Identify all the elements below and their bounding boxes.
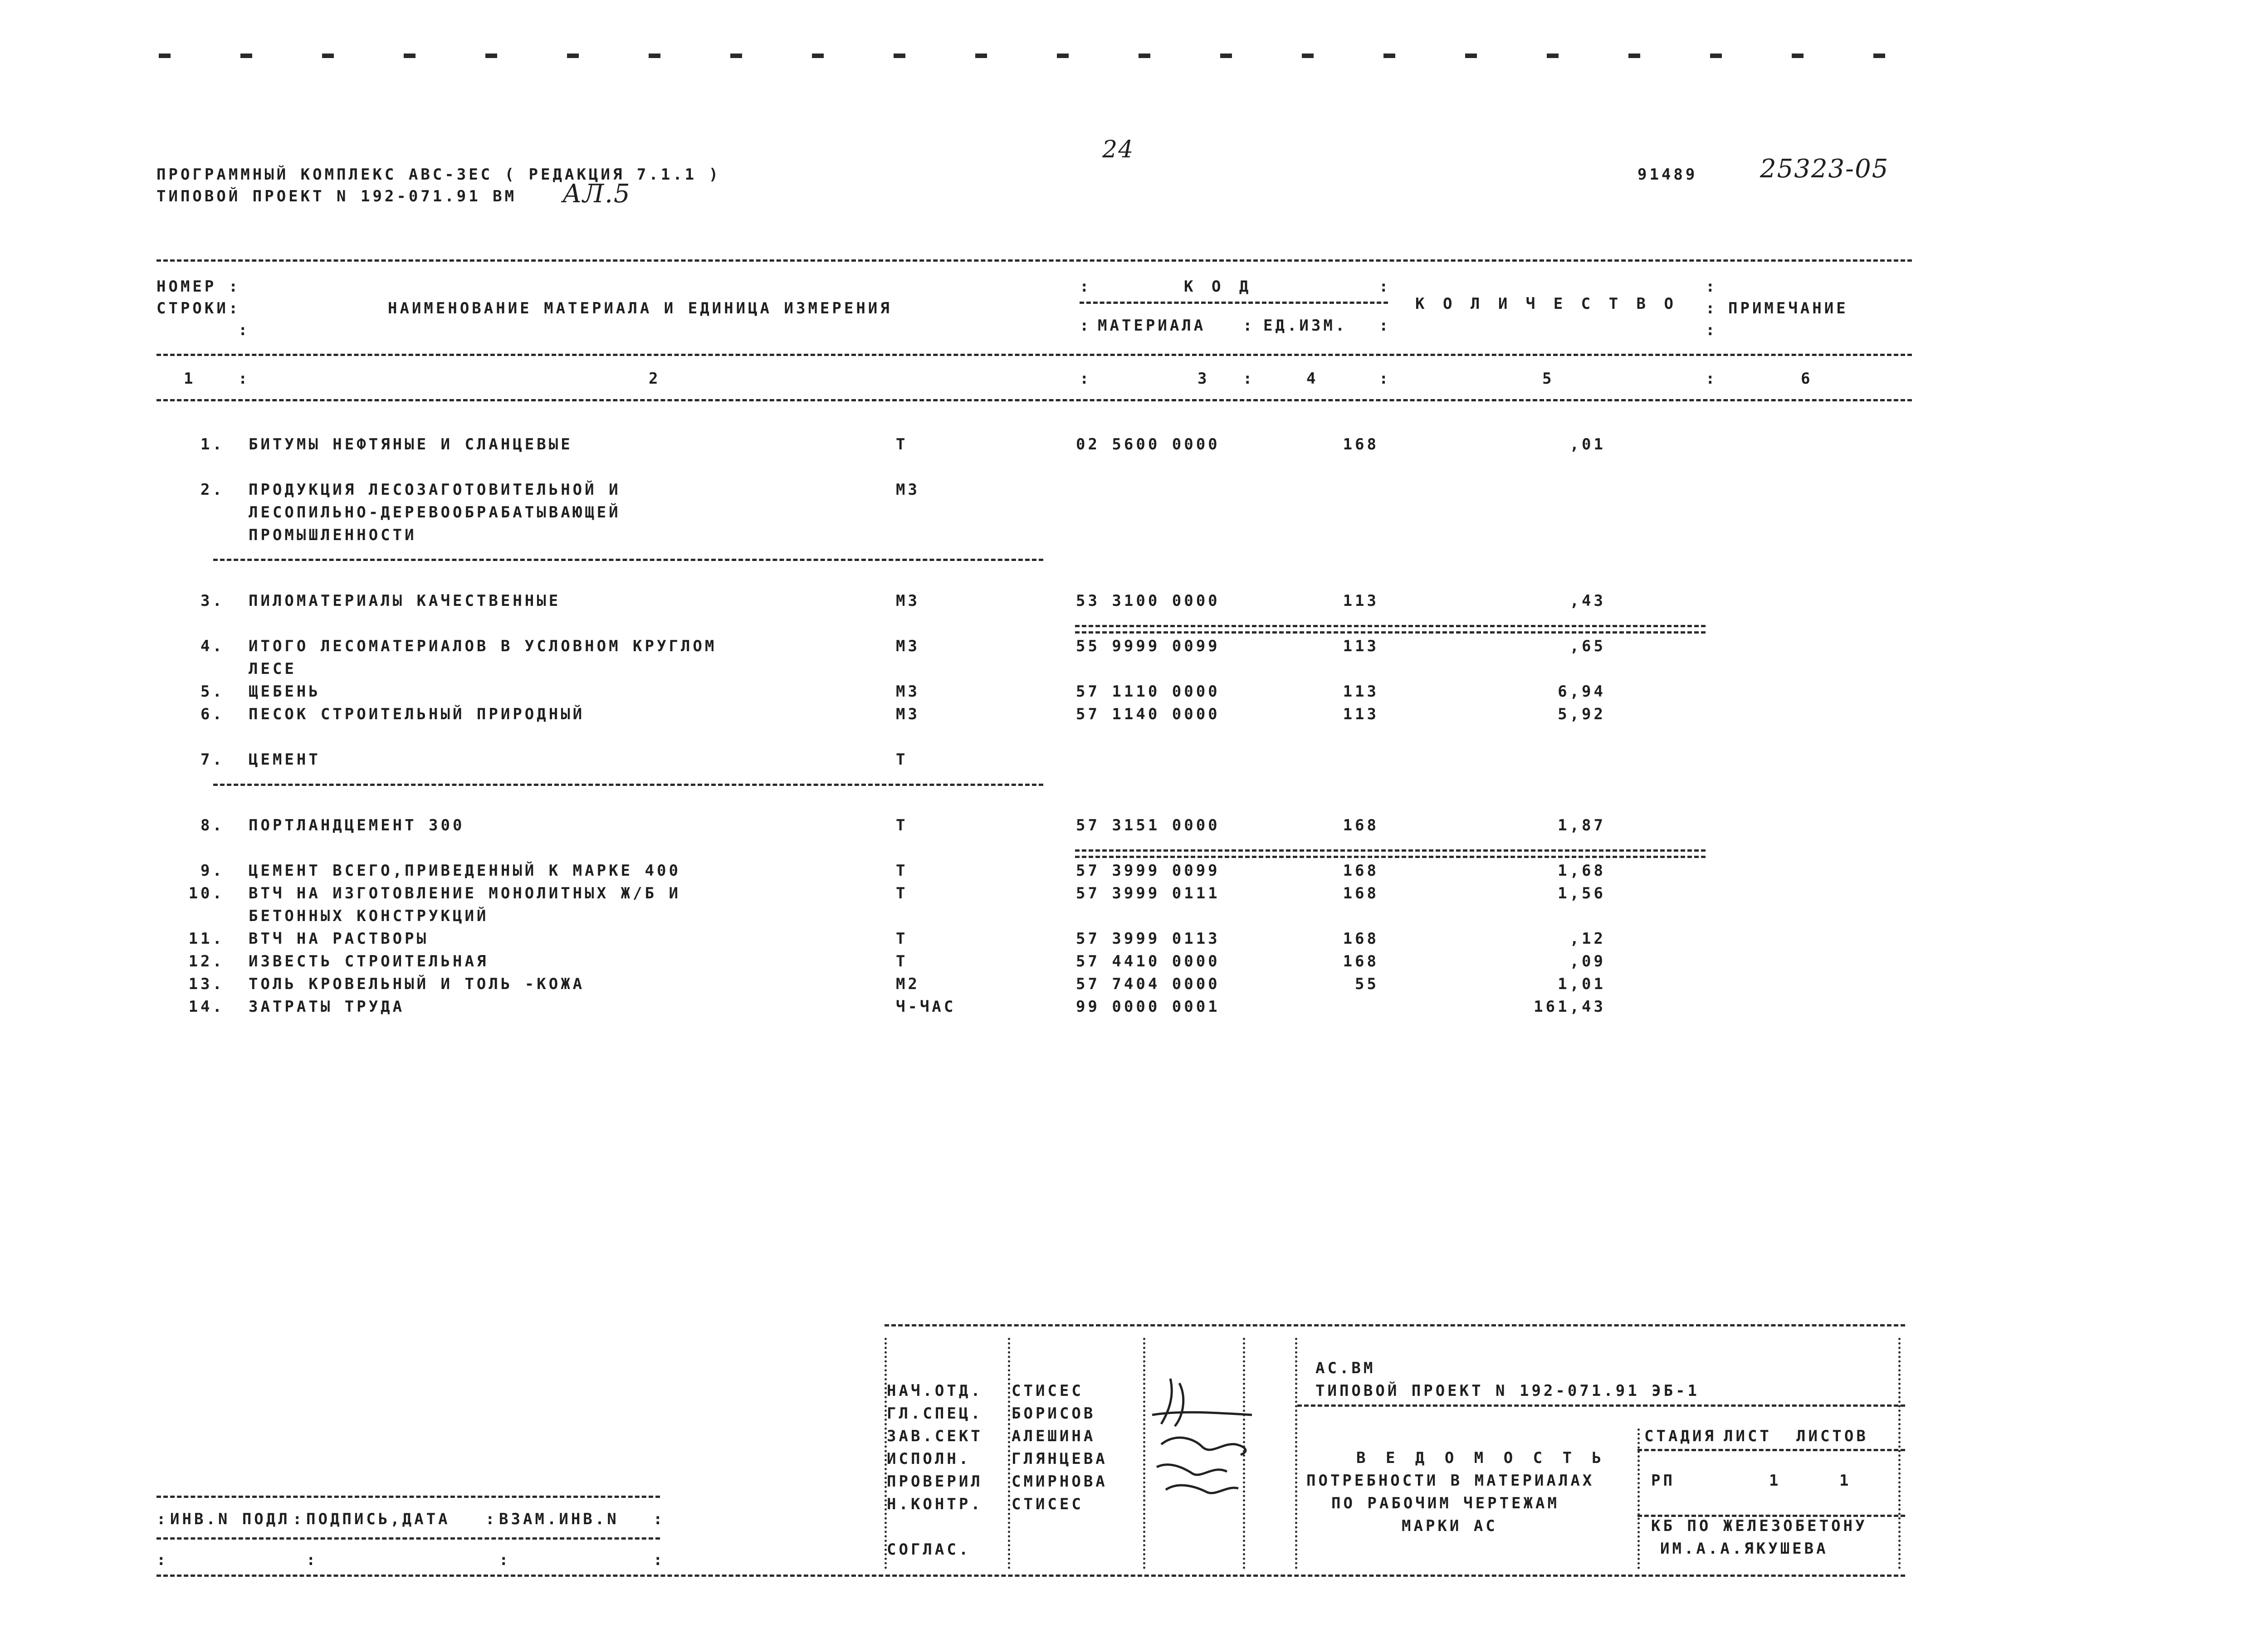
stamp-role: ЗАВ.СЕКТ: [887, 1427, 983, 1445]
quantity: 1,01: [1558, 975, 1606, 993]
material-name: ЦЕМЕНТ: [249, 751, 321, 769]
material-name: ПЕСОК СТРОИТЕЛЬНЫЙ ПРИРОДНЫЙ: [249, 705, 585, 723]
top-dash: [404, 54, 415, 58]
qty-header: К О Л И Ч Е С Т В О: [1415, 295, 1678, 313]
stamp-person: БОРИСОВ: [1012, 1404, 1096, 1423]
top-dash: [1383, 54, 1395, 58]
material-name: ПРОМЫШЛЕННОСТИ: [249, 526, 417, 544]
top-dash: [1465, 54, 1477, 58]
material-name: ВТЧ НА ИЗГОТОВЛЕНИЕ МОНОЛИТНЫХ Ж/Б И: [249, 884, 681, 902]
row-number: 11.: [188, 930, 225, 948]
unit-code: 113: [1343, 592, 1379, 610]
material-name: ПИЛОМАТЕРИАЛЫ КАЧЕСТВЕННЫЕ: [249, 592, 561, 610]
stamp-title-line4: МАРКИ АС: [1402, 1517, 1498, 1535]
inventory-colon-right: :: [653, 1510, 665, 1528]
inventory-cell-1: :: [156, 1551, 169, 1569]
unit-code: 168: [1343, 952, 1379, 970]
top-dash: [1547, 54, 1559, 58]
stamp-doc-code: АС.ВМ: [1315, 1359, 1376, 1377]
inventory-mid-rule: [156, 1537, 660, 1540]
stamp-role: Н.КОНТР.: [887, 1495, 983, 1513]
stamp-person: ГЛЯНЦЕВА: [1012, 1450, 1108, 1468]
col-num-sep-5: :: [1706, 370, 1718, 388]
code-group-header: К О Д: [1184, 278, 1253, 296]
col-num-sep-3: :: [1243, 370, 1255, 388]
stamp-role: ПРОВЕРИЛ: [887, 1472, 983, 1491]
total-double-rule-1: [1075, 625, 1706, 627]
stamp-org-line1: КБ ПО ЖЕЛЕЗОБЕТОНУ: [1651, 1517, 1867, 1535]
note-colon-top: :: [1706, 278, 1718, 296]
material-code: 57 1110 0000: [1076, 683, 1220, 701]
inventory-cell-3: :: [499, 1551, 511, 1569]
row-number: 9.: [200, 862, 225, 880]
table-top-rule: [156, 259, 1912, 262]
stamp-title-line3: ПО РАБОЧИМ ЧЕРТЕЖАМ: [1331, 1494, 1559, 1512]
unit-of-measure: М3: [896, 705, 920, 723]
unit-of-measure: Т: [896, 435, 908, 453]
unit-of-measure: Т: [896, 816, 908, 834]
col-num-4: 4: [1306, 370, 1319, 388]
col-num-1: 1: [184, 370, 196, 388]
stamp-sheet-value: 1: [1769, 1472, 1781, 1490]
quantity: 1,87: [1558, 816, 1606, 834]
col1-header-line2: СТРОКИ:: [156, 299, 241, 317]
top-dash: [894, 54, 905, 58]
top-dash: [649, 54, 660, 58]
numbers-bottom-rule: [156, 399, 1912, 401]
unit-of-measure: М2: [896, 975, 920, 993]
stamp-sheets-header: ЛИСТОВ: [1796, 1427, 1868, 1445]
unit-code: 113: [1343, 683, 1379, 701]
inventory-cell-2: :: [306, 1551, 318, 1569]
row-number: 2.: [200, 481, 225, 499]
code-header-colon-right: :: [1379, 278, 1391, 296]
quantity: 161,43: [1534, 998, 1606, 1016]
stamp-sheet-header: ЛИСТ: [1724, 1427, 1772, 1445]
col1-header-line1: НОМЕР :: [156, 278, 241, 296]
quantity: 1,56: [1558, 884, 1606, 902]
code-subheader-colon-right: :: [1379, 317, 1391, 335]
top-dash: [1139, 54, 1150, 58]
col-num-sep-4: :: [1379, 370, 1391, 388]
row-number: 5.: [200, 683, 225, 701]
stamp-person: СМИРНОВА: [1012, 1472, 1108, 1491]
unit-of-measure: М3: [896, 637, 920, 655]
material-name: ТОЛЬ КРОВЕЛЬНЫЙ И ТОЛЬ -КОЖА: [249, 975, 585, 993]
quantity: ,12: [1569, 930, 1606, 948]
material-code: 57 3999 0113: [1076, 930, 1220, 948]
material-name: БИТУМЫ НЕФТЯНЫЕ И СЛАНЦЕВЫЕ: [249, 435, 573, 453]
unit-of-measure: М3: [896, 683, 920, 701]
stamp-role: ГЛ.СПЕЦ.: [887, 1404, 983, 1423]
unit-of-measure: Т: [896, 862, 908, 880]
material-name: ПРОДУКЦИЯ ЛЕСОЗАГОТОВИТЕЛЬНОЙ И: [249, 481, 621, 499]
top-dash: [1220, 54, 1232, 58]
row-number: 1.: [200, 435, 225, 453]
row-number: 4.: [200, 637, 225, 655]
code-unit-header: ЕД.ИЗМ.: [1263, 317, 1348, 335]
material-code: 57 7404 0000: [1076, 975, 1220, 993]
material-name: ЛЕСЕ: [249, 660, 297, 678]
stamp-bottom-rule: [156, 1575, 1905, 1577]
header-bottom-rule: [156, 354, 1912, 356]
code-material-header: МАТЕРИАЛА: [1098, 317, 1206, 335]
code-right-handwritten: 25323-05: [1760, 154, 1889, 184]
top-dash: [240, 54, 252, 58]
inventory-cell-4: :: [653, 1551, 665, 1569]
top-dash: [322, 54, 334, 58]
program-line: ПРОГРАММНЫЙ КОМПЛЕКС АВС-3ЕС ( РЕДАКЦИЯ 7.1.1 ): [156, 166, 721, 184]
col-num-6: 6: [1801, 370, 1813, 388]
material-name: ИЗВЕСТЬ СТРОИТЕЛЬНАЯ: [249, 952, 489, 970]
material-name: ПОРТЛАНДЦЕМЕНТ 300: [249, 816, 465, 834]
stamp-project-title: ТИПОВОЙ ПРОЕКТ N 192-071.91 ЭБ-1: [1315, 1382, 1700, 1400]
stamp-sheets-value: 1: [1839, 1472, 1852, 1490]
stamp-title-rule: [1297, 1404, 1905, 1407]
unit-code: 168: [1343, 930, 1379, 948]
stamp-vline-stage: [1637, 1428, 1640, 1569]
stamp-stage-value: РП: [1651, 1472, 1675, 1490]
inventory-inv-no: ИНВ.N ПОДЛ: [170, 1510, 290, 1528]
code-subheader-colon: :: [1080, 317, 1092, 335]
stamp-org-line2: ИМ.А.А.ЯКУШЕВА: [1660, 1540, 1828, 1558]
unit-of-measure: М3: [896, 592, 920, 610]
material-name: ЗАТРАТЫ ТРУДА: [249, 998, 405, 1016]
stamp-vline-1: [1008, 1338, 1010, 1569]
material-code: 99 0000 0001: [1076, 998, 1220, 1016]
note-colon-mid: :: [1706, 299, 1718, 317]
stamp-vline-right: [1898, 1338, 1901, 1569]
stamp-stage-header: СТАДИЯ: [1644, 1427, 1716, 1445]
material-name: ЛЕСОПИЛЬНО-ДЕРЕВООБРАБАТЫВАЮЩЕЙ: [249, 503, 621, 522]
top-dash: [812, 54, 824, 58]
unit-of-measure: Т: [896, 952, 908, 970]
top-dash: [1792, 54, 1804, 58]
stamp-role: НАЧ.ОТД.: [887, 1382, 983, 1400]
stamp-role: СОГЛАС.: [887, 1541, 971, 1559]
project-mark-handwritten: АЛ.5: [562, 179, 631, 209]
top-dash: [730, 54, 742, 58]
stamp-person: СТИСЕС: [1012, 1382, 1084, 1400]
top-dash: [567, 54, 579, 58]
material-code: 55 9999 0099: [1076, 637, 1220, 655]
quantity: ,09: [1569, 952, 1606, 970]
row-number: 14.: [188, 998, 225, 1016]
stamp-top-rule: [885, 1324, 1905, 1326]
row-number: 10.: [188, 884, 225, 902]
inventory-sep-2: :: [485, 1510, 498, 1528]
unit-code: 55: [1355, 975, 1379, 993]
stamp-role: ИСПОЛН.: [887, 1450, 971, 1468]
project-line: ТИПОВОЙ ПРОЕКТ N 192-071.91 ВМ: [156, 187, 517, 205]
material-name: ЦЕМЕНТ ВСЕГО,ПРИВЕДЕННЫЙ К МАРКЕ 400: [249, 862, 681, 880]
col-num-5: 5: [1542, 370, 1554, 388]
material-code: 57 3999 0111: [1076, 884, 1220, 902]
row-number: 12.: [188, 952, 225, 970]
col1-header-colon: :: [238, 321, 250, 339]
top-dash: [1302, 54, 1314, 58]
unit-code: 168: [1343, 862, 1379, 880]
unit-of-measure: Т: [896, 930, 908, 948]
quantity: 6,94: [1558, 683, 1606, 701]
code-group-rule: [1080, 302, 1388, 304]
stamp-person: АЛЕШИНА: [1012, 1427, 1096, 1445]
page-number: 24: [1102, 136, 1134, 163]
top-dash: [159, 54, 171, 58]
col2-header: НАИМЕНОВАНИЕ МАТЕРИАЛА И ЕДИНИЦА ИЗМЕРЕНИЯ: [388, 299, 892, 317]
row-number: 13.: [188, 975, 225, 993]
col-num-sep-2: :: [1080, 370, 1092, 388]
top-dash: [1057, 54, 1069, 58]
material-code: 02 5600 0000: [1076, 435, 1220, 453]
inventory-colon-left: :: [156, 1510, 169, 1528]
material-code: 53 3100 0000: [1076, 592, 1220, 610]
quantity: 1,68: [1558, 862, 1606, 880]
unit-code: 168: [1343, 435, 1379, 453]
material-code: 57 3999 0099: [1076, 862, 1220, 880]
unit-of-measure: Т: [896, 884, 908, 902]
unit-of-measure: М3: [896, 481, 920, 499]
row-number: 3.: [200, 592, 225, 610]
material-code: 57 3151 0000: [1076, 816, 1220, 834]
unit-code: 168: [1343, 884, 1379, 902]
code-header-colon-left: :: [1080, 278, 1092, 296]
material-name: ЩЕБЕНЬ: [249, 683, 321, 701]
unit-of-measure: Т: [896, 751, 908, 769]
inventory-sep-1: :: [293, 1510, 305, 1528]
top-dash: [1710, 54, 1722, 58]
top-dash: [975, 54, 987, 58]
col-num-2: 2: [649, 370, 661, 388]
top-dash: [1873, 54, 1885, 58]
unit-code: 168: [1343, 816, 1379, 834]
stamp-person: СТИСЕС: [1012, 1495, 1084, 1513]
stamp-title-line1: В Е Д О М О С Т Ь: [1356, 1449, 1607, 1467]
material-code: 57 1140 0000: [1076, 705, 1220, 723]
inventory-top-rule: [156, 1496, 660, 1498]
col-num-sep-1: :: [238, 370, 250, 388]
material-name: ВТЧ НА РАСТВОРЫ: [249, 930, 429, 948]
stamp-vline-4: [1295, 1338, 1297, 1569]
unit-code: 113: [1343, 705, 1379, 723]
material-code: 57 4410 0000: [1076, 952, 1220, 970]
note-header: ПРИМЕЧАНИЕ: [1728, 299, 1848, 317]
quantity: ,01: [1569, 435, 1606, 453]
unit-code: 113: [1343, 637, 1379, 655]
top-dash: [485, 54, 497, 58]
total-double-rule-2: [1075, 849, 1706, 852]
group-rule-1: [213, 559, 1043, 561]
unit-of-measure: Ч-ЧАС: [896, 998, 956, 1016]
col-num-3: 3: [1198, 370, 1210, 388]
top-dash: [1628, 54, 1640, 58]
material-name: БЕТОННЫХ КОНСТРУКЦИЙ: [249, 907, 489, 925]
signatures-handwritten: [1143, 1370, 1261, 1506]
quantity: ,43: [1569, 592, 1606, 610]
note-colon-bottom: :: [1706, 321, 1718, 339]
inventory-sign-date: ПОДПИСЬ,ДАТА: [306, 1510, 450, 1528]
row-number: 6.: [200, 705, 225, 723]
quantity: ,65: [1569, 637, 1606, 655]
code-subheader-sep: :: [1243, 317, 1255, 335]
inventory-replace-inv: ВЗАМ.ИНВ.N: [499, 1510, 619, 1528]
quantity: 5,92: [1558, 705, 1606, 723]
stamp-stage-rule: [1637, 1449, 1905, 1451]
stamp-title-line2: ПОТРЕБНОСТИ В МАТЕРИАЛАХ: [1306, 1472, 1595, 1490]
material-name: ИТОГО ЛЕСОМАТЕРИАЛОВ В УСЛОВНОМ КРУГЛОМ: [249, 637, 717, 655]
row-number: 8.: [200, 816, 225, 834]
group-rule-2: [213, 784, 1043, 786]
row-number: 7.: [200, 751, 225, 769]
code-left: 91489: [1637, 166, 1698, 184]
